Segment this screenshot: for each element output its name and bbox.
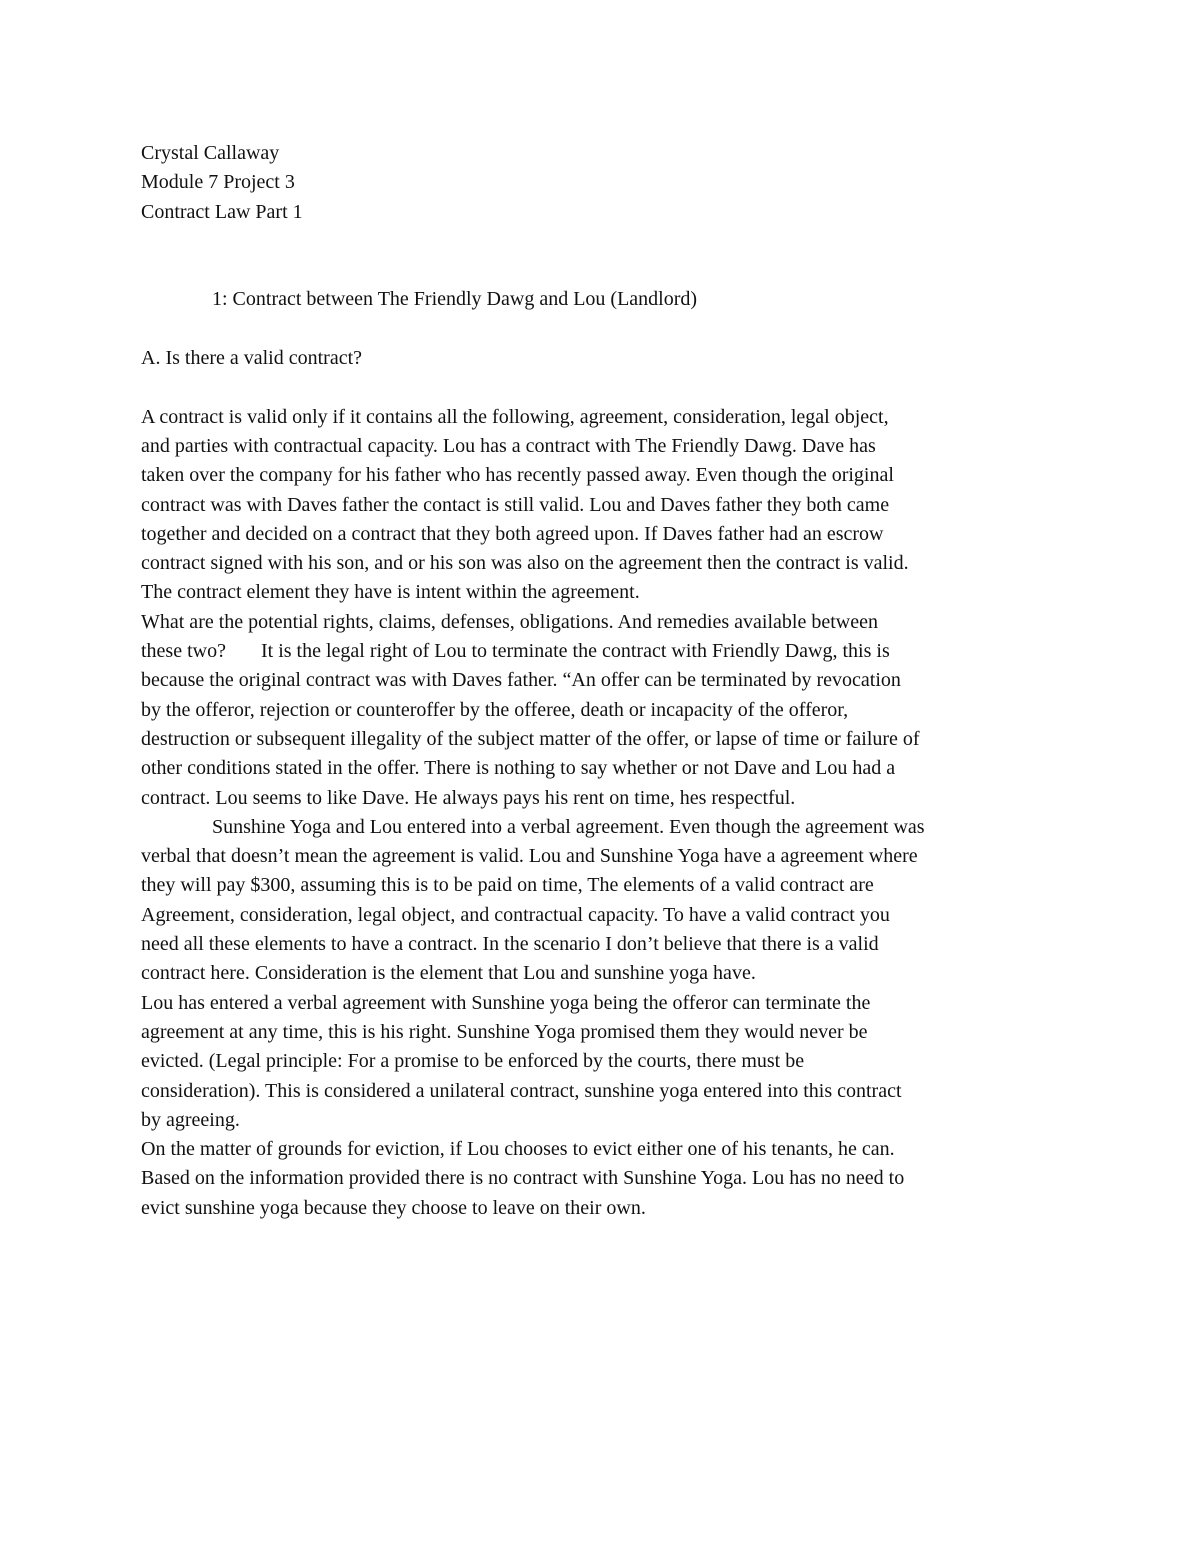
- paragraph-line: these two? It is the legal right of Lou to terminate the contract with Friendly Dawg, this is: [141, 640, 890, 663]
- paragraph-rights-claims: [141, 608, 1071, 813]
- spacer: [141, 373, 1071, 402]
- paragraph-line: they will pay $300, assuming this is to be paid on time, The elements of a valid contract are: [141, 874, 874, 897]
- header-block: [141, 139, 1071, 227]
- paragraph-line: Agreement, consideration, legal object, and contractual capacity. To have a valid contract you: [141, 903, 890, 926]
- paragraph-line: On the matter of grounds for eviction, if Lou chooses to evict either one of his tenants, he can.: [141, 1138, 895, 1161]
- paragraph-line: The contract element they have is intent within the agreement.: [141, 581, 640, 604]
- section-heading-text: 1: Contract between The Friendly Dawg and Lou (Landlord): [212, 288, 698, 311]
- paragraph-line: contract here. Consideration is the element that Lou and sunshine yoga have.: [141, 962, 756, 985]
- paragraph-line: contract was with Daves father the contact is still valid. Lou and Daves father they both came: [141, 493, 890, 516]
- paragraph-sunshine-yoga: [141, 813, 1071, 989]
- document-body: [141, 139, 1071, 1223]
- paragraph-line: verbal that doesn’t mean the agreement is valid. Lou and Sunshine Yoga have a agreement where: [141, 845, 918, 868]
- paragraph-line: and parties with contractual capacity. Lou has a contract with The Friendly Dawg. Dave has: [141, 434, 876, 457]
- paragraph-line: evict sunshine yoga because they choose to leave on their own.: [141, 1196, 646, 1219]
- paragraph-line: consideration). This is considered a unilateral contract, sunshine yoga entered into this contract: [141, 1079, 902, 1102]
- module-title: Module 7 Project 3: [141, 171, 295, 194]
- paragraph-line: other conditions stated in the offer. There is nothing to say whether or not Dave and Lou had a: [141, 757, 896, 780]
- spacer: [141, 227, 1071, 286]
- paragraph-line: evicted. (Legal principle: For a promise to be enforced by the courts, there must be: [141, 1050, 805, 1073]
- paragraph-line: [141, 813, 1071, 842]
- spacer: [141, 315, 1071, 344]
- paragraph-line: A contract is valid only if it contains all the following, agreement, consideration, legal object,: [141, 405, 889, 428]
- paragraph-line: by agreeing.: [141, 1108, 240, 1131]
- paragraph-eviction: [141, 1135, 1071, 1223]
- paragraph-line: need all these elements to have a contract. In the scenario I don’t believe that there is a valid: [141, 933, 879, 956]
- paragraph-line: contract. Lou seems to like Dave. He always pays his rent on time, hes respectful.: [141, 786, 796, 809]
- paragraph-line: agreement at any time, this is his right. Sunshine Yoga promised them they would never be: [141, 1020, 868, 1043]
- course-title: Contract Law Part 1: [141, 200, 303, 223]
- paragraph-line: Lou has entered a verbal agreement with Sunshine yoga being the offeror can terminate the: [141, 991, 871, 1014]
- paragraph-valid-contract: [141, 403, 1071, 608]
- paragraph-line: contract signed with his son, and or his son was also on the agreement then the contract is valid.: [141, 552, 909, 575]
- paragraph-line-text: Sunshine Yoga and Lou entered into a verbal agreement. Even though the agreement was: [212, 815, 925, 838]
- paragraph-line: What are the potential rights, claims, defenses, obligations. And remedies available between: [141, 610, 878, 633]
- question-heading: A. Is there a valid contract?: [141, 347, 363, 370]
- paragraph-line: taken over the company for his father who has recently passed away. Even though the original: [141, 464, 894, 487]
- paragraph-line: destruction or subsequent illegality of the subject matter of the offer, or lapse of time or failure of: [141, 727, 920, 750]
- paragraph-line: because the original contract was with Daves father. “An offer can be terminated by revocation: [141, 669, 901, 692]
- paragraph-line: by the offeror, rejection or counteroffer by the offeree, death or incapacity of the offeror,: [141, 698, 849, 721]
- section-heading: [141, 285, 1071, 314]
- author-name: Crystal Callaway: [141, 142, 280, 164]
- paragraph-line: Based on the information provided there is no contract with Sunshine Yoga. Lou has no need to: [141, 1167, 905, 1190]
- paragraph-line: together and decided on a contract that they both agreed upon. If Daves father had an escrow: [141, 522, 884, 545]
- paragraph-verbal-agreement: [141, 989, 1071, 1135]
